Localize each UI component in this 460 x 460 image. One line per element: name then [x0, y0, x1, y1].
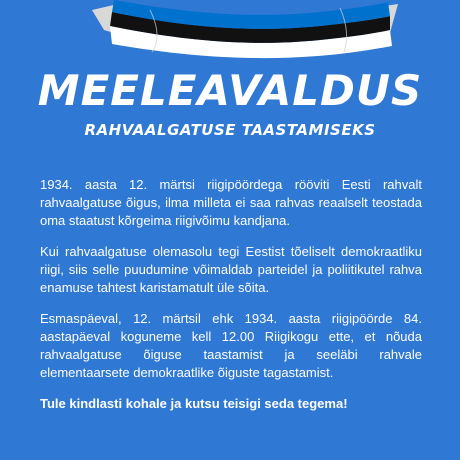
poster-body — [40, 176, 422, 426]
closing-call-to-action: Tule kindlasti kohale ja kutsu teisigi seda tegema! — [40, 396, 348, 411]
poster-title: MEELEAVALDUS — [37, 66, 423, 115]
paragraph-3: Esmaspäeval, 12. märtsil ehk 1934. aasta riigipöörde 84. aastapäeval koguneme kell 12.00 Riigikogu ette, et nõuda rahvaalgatuse õiguse taastamist ja seeläbi rahvale elementaarsete demokraatlike õiguste tagastamist. — [40, 311, 422, 380]
poster-subtitle: RAHVAALGATUSE TAASTAMISEKS — [84, 121, 376, 139]
paragraph-1: 1934. aasta 12. märtsi riigipöördega rööviti Eesti rahvalt rahvaalgatuse õigus, ilma milleta ei saa rahvas reaalselt teostada oma staatust kõrgeima riigivõimu kandjana. — [40, 177, 422, 228]
paragraph-2: Kui rahvaalgatuse olemasolu tegi Eestist tõeliselt demokraatliku riigi, siis selle puudumine võimaldab parteidel ja poliitikutel rahva enamuse tahtest karistamatult üle sõita. — [40, 244, 422, 295]
estonian-flag-ribbon — [0, 0, 460, 70]
